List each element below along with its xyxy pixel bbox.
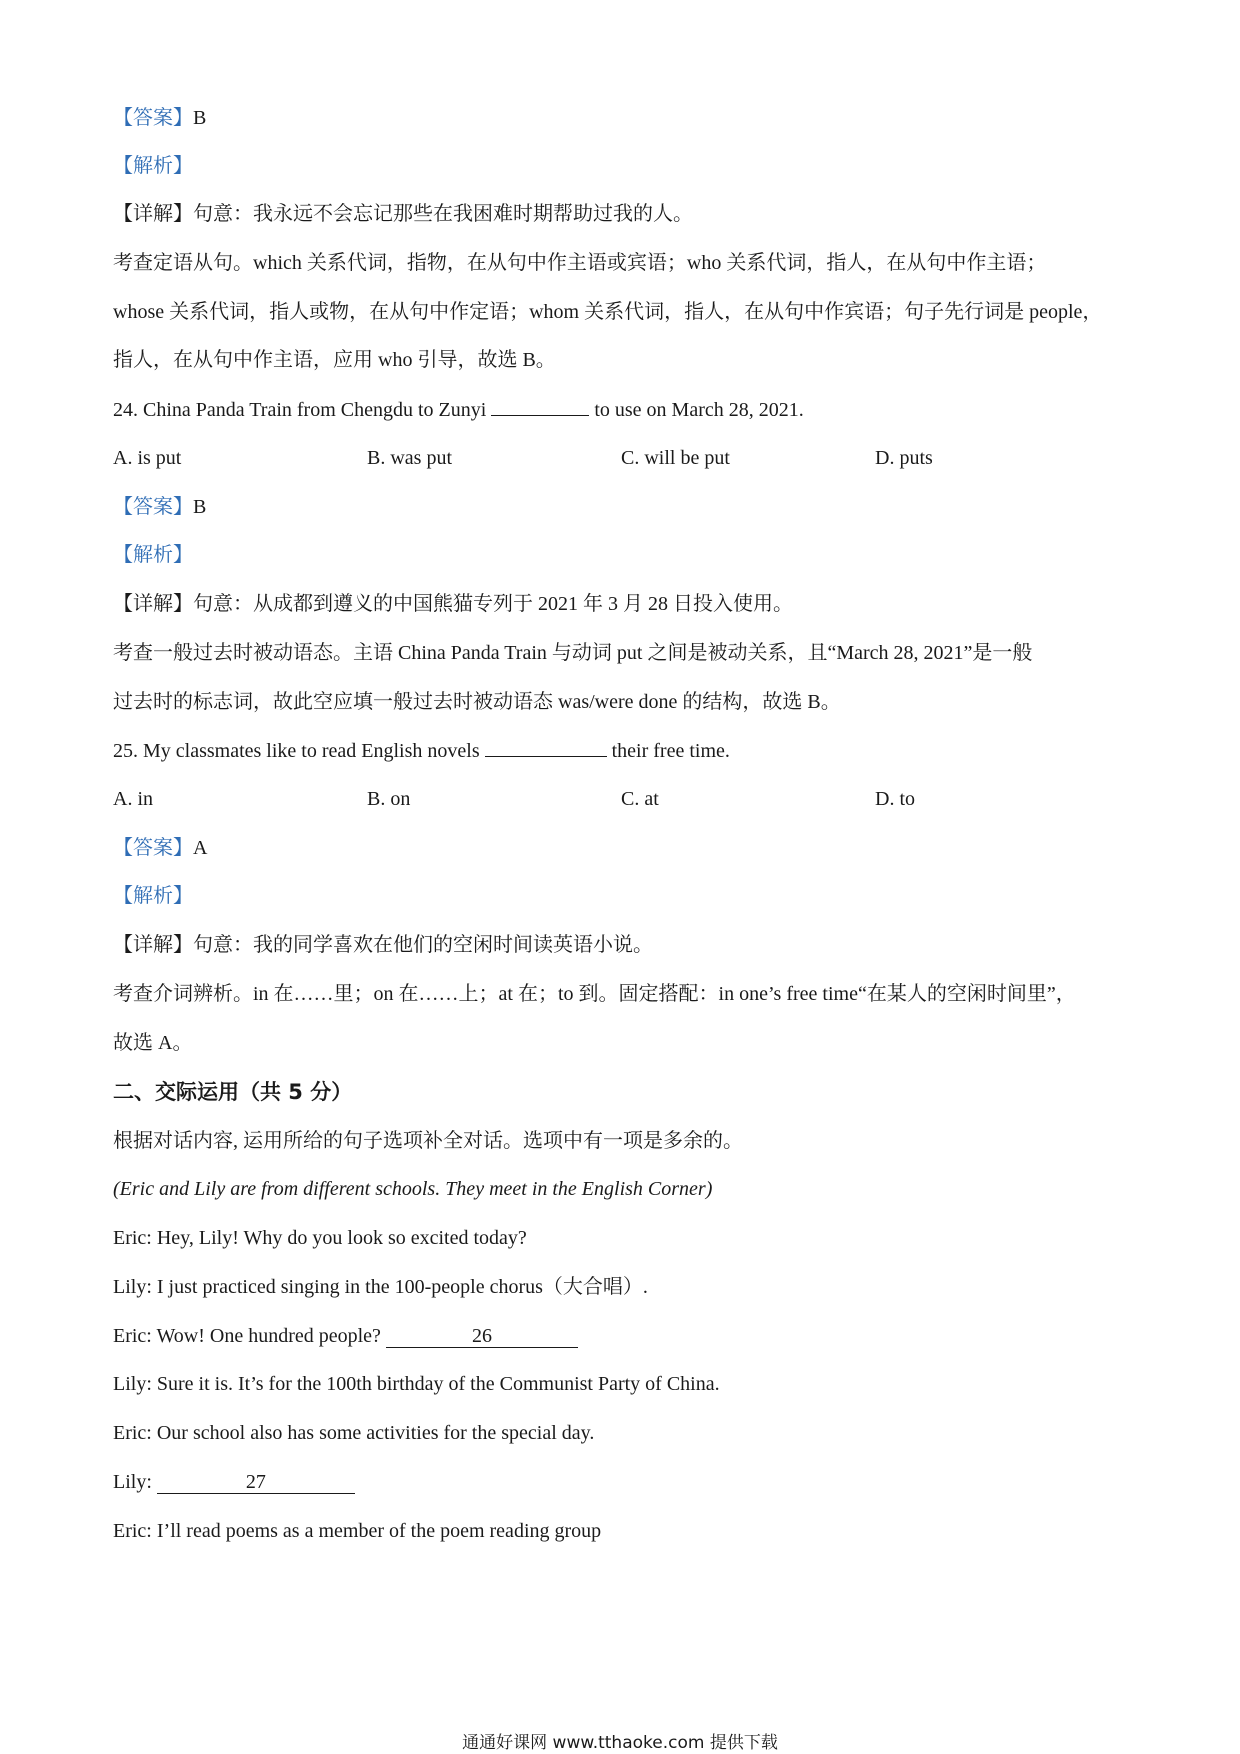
- answer-value: A: [193, 837, 208, 859]
- dialogue-line-2: Lily: I just practiced singing in the 100-people chorus（大合唱）.: [113, 1276, 648, 1298]
- q24-answer-blank: [491, 395, 589, 416]
- q24-stem-before: 24. China Panda Train from Chengdu to Zunyi: [113, 399, 487, 421]
- q24-detail-line: [113, 590, 793, 618]
- answer-value: B: [193, 496, 207, 518]
- blank-27[interactable]: 27: [157, 1471, 355, 1494]
- q23-analysis-tag: [113, 152, 193, 180]
- q24-stem-after: to use on March 28, 2021.: [594, 399, 804, 421]
- dialogue-text: Lily:: [113, 1471, 152, 1493]
- answer-value: B: [193, 107, 207, 129]
- section-heading: 二、交际运用（共 5 分）: [113, 1080, 353, 1104]
- q25-explain-line-2: 故选 A。: [113, 1032, 193, 1054]
- dialogue-text: Eric: Wow! One hundred people?: [113, 1325, 381, 1347]
- q24-option-d: D. puts: [875, 447, 933, 469]
- detail-tag: 【详解】: [113, 203, 193, 225]
- section-instruction: 根据对话内容, 运用所给的句子选项补全对话。选项中有一项是多余的。: [113, 1130, 743, 1152]
- q25-option-b: B. on: [367, 788, 411, 810]
- analysis-tag: 【解析】: [113, 885, 193, 907]
- q23-answer-line: [113, 104, 206, 132]
- q25-option-c: C. at: [621, 788, 659, 810]
- dialogue-line-6: [113, 1468, 355, 1496]
- blank-26[interactable]: 26: [386, 1325, 578, 1348]
- q24-option-b: B. was put: [367, 447, 452, 469]
- q24-option-c: C. will be put: [621, 447, 730, 469]
- q24-answer-line: [113, 493, 206, 521]
- detail-text: 句意：我永远不会忘记那些在我困难时期帮助过我的人。: [193, 203, 693, 225]
- q25-stem-before: 25. My classmates like to read English novels: [113, 740, 480, 762]
- analysis-tag: 【解析】: [113, 155, 193, 177]
- q23-explain-line-3: 指人，在从句中作主语，应用 who 引导，故选 B。: [113, 349, 556, 371]
- q25-option-a: A. in: [113, 788, 153, 810]
- q25-stem-after: their free time.: [611, 740, 730, 762]
- dialogue-line-5: Eric: Our school also has some activities for the special day.: [113, 1422, 595, 1444]
- q25-option-d: D. to: [875, 788, 915, 810]
- dialogue-line-1: Eric: Hey, Lily! Why do you look so excited today?: [113, 1227, 527, 1249]
- detail-text: 句意：我的同学喜欢在他们的空闲时间读英语小说。: [193, 934, 653, 956]
- q25-detail-line: [113, 931, 653, 959]
- answer-tag: 【答案】: [113, 107, 193, 129]
- page-footer: 通通好课网 www.tthaoke.com 提供下载: [462, 1733, 778, 1753]
- q24-analysis-tag: [113, 541, 193, 569]
- dialogue-line-3: [113, 1322, 578, 1350]
- scene-description: (Eric and Lily are from different schools. They meet in the English Corner): [113, 1178, 713, 1200]
- analysis-tag: 【解析】: [113, 544, 193, 566]
- detail-tag: 【详解】: [113, 934, 193, 956]
- q24-explain-line-1: 考查一般过去时被动语态。主语 China Panda Train 与动词 put 之间是被动关系，且“March 28, 2021”是一般: [113, 642, 1033, 664]
- dialogue-line-7: Eric: I’ll read poems as a member of the poem reading group: [113, 1520, 602, 1542]
- q25-explain-line-1: 考查介词辨析。in 在……里；on 在……上；at 在；to 到。固定搭配：in one’s free time“在某人的空闲时间里”，: [113, 983, 1076, 1005]
- detail-text: 句意：从成都到遵义的中国熊猫专列于 2021 年 3 月 28 日投入使用。: [193, 593, 793, 615]
- q25-answer-blank: [485, 736, 607, 757]
- detail-tag: 【详解】: [113, 593, 193, 615]
- answer-tag: 【答案】: [113, 837, 193, 859]
- dialogue-line-4: Lily: Sure it is. It’s for the 100th birthday of the Communist Party of China.: [113, 1373, 720, 1395]
- q23-detail-line: [113, 200, 693, 228]
- q24-explain-line-2: 过去时的标志词，故此空应填一般过去时被动语态 was/were done 的结构，故选 B。: [113, 691, 841, 713]
- q23-explain-line-1: 考查定语从句。which 关系代词，指物，在从句中作主语或宾语；who 关系代词，指人，在从句中作主语；: [113, 252, 1047, 274]
- q25-analysis-tag: [113, 882, 193, 910]
- q25-stem: [113, 736, 730, 765]
- q24-stem: [113, 395, 804, 424]
- q24-option-a: A. is put: [113, 447, 182, 469]
- q23-explain-line-2: whose 关系代词，指人或物，在从句中作定语；whom 关系代词，指人，在从句中作宾语；句子先行词是 people，: [113, 301, 1103, 323]
- answer-tag: 【答案】: [113, 496, 193, 518]
- q25-answer-line: [113, 834, 207, 862]
